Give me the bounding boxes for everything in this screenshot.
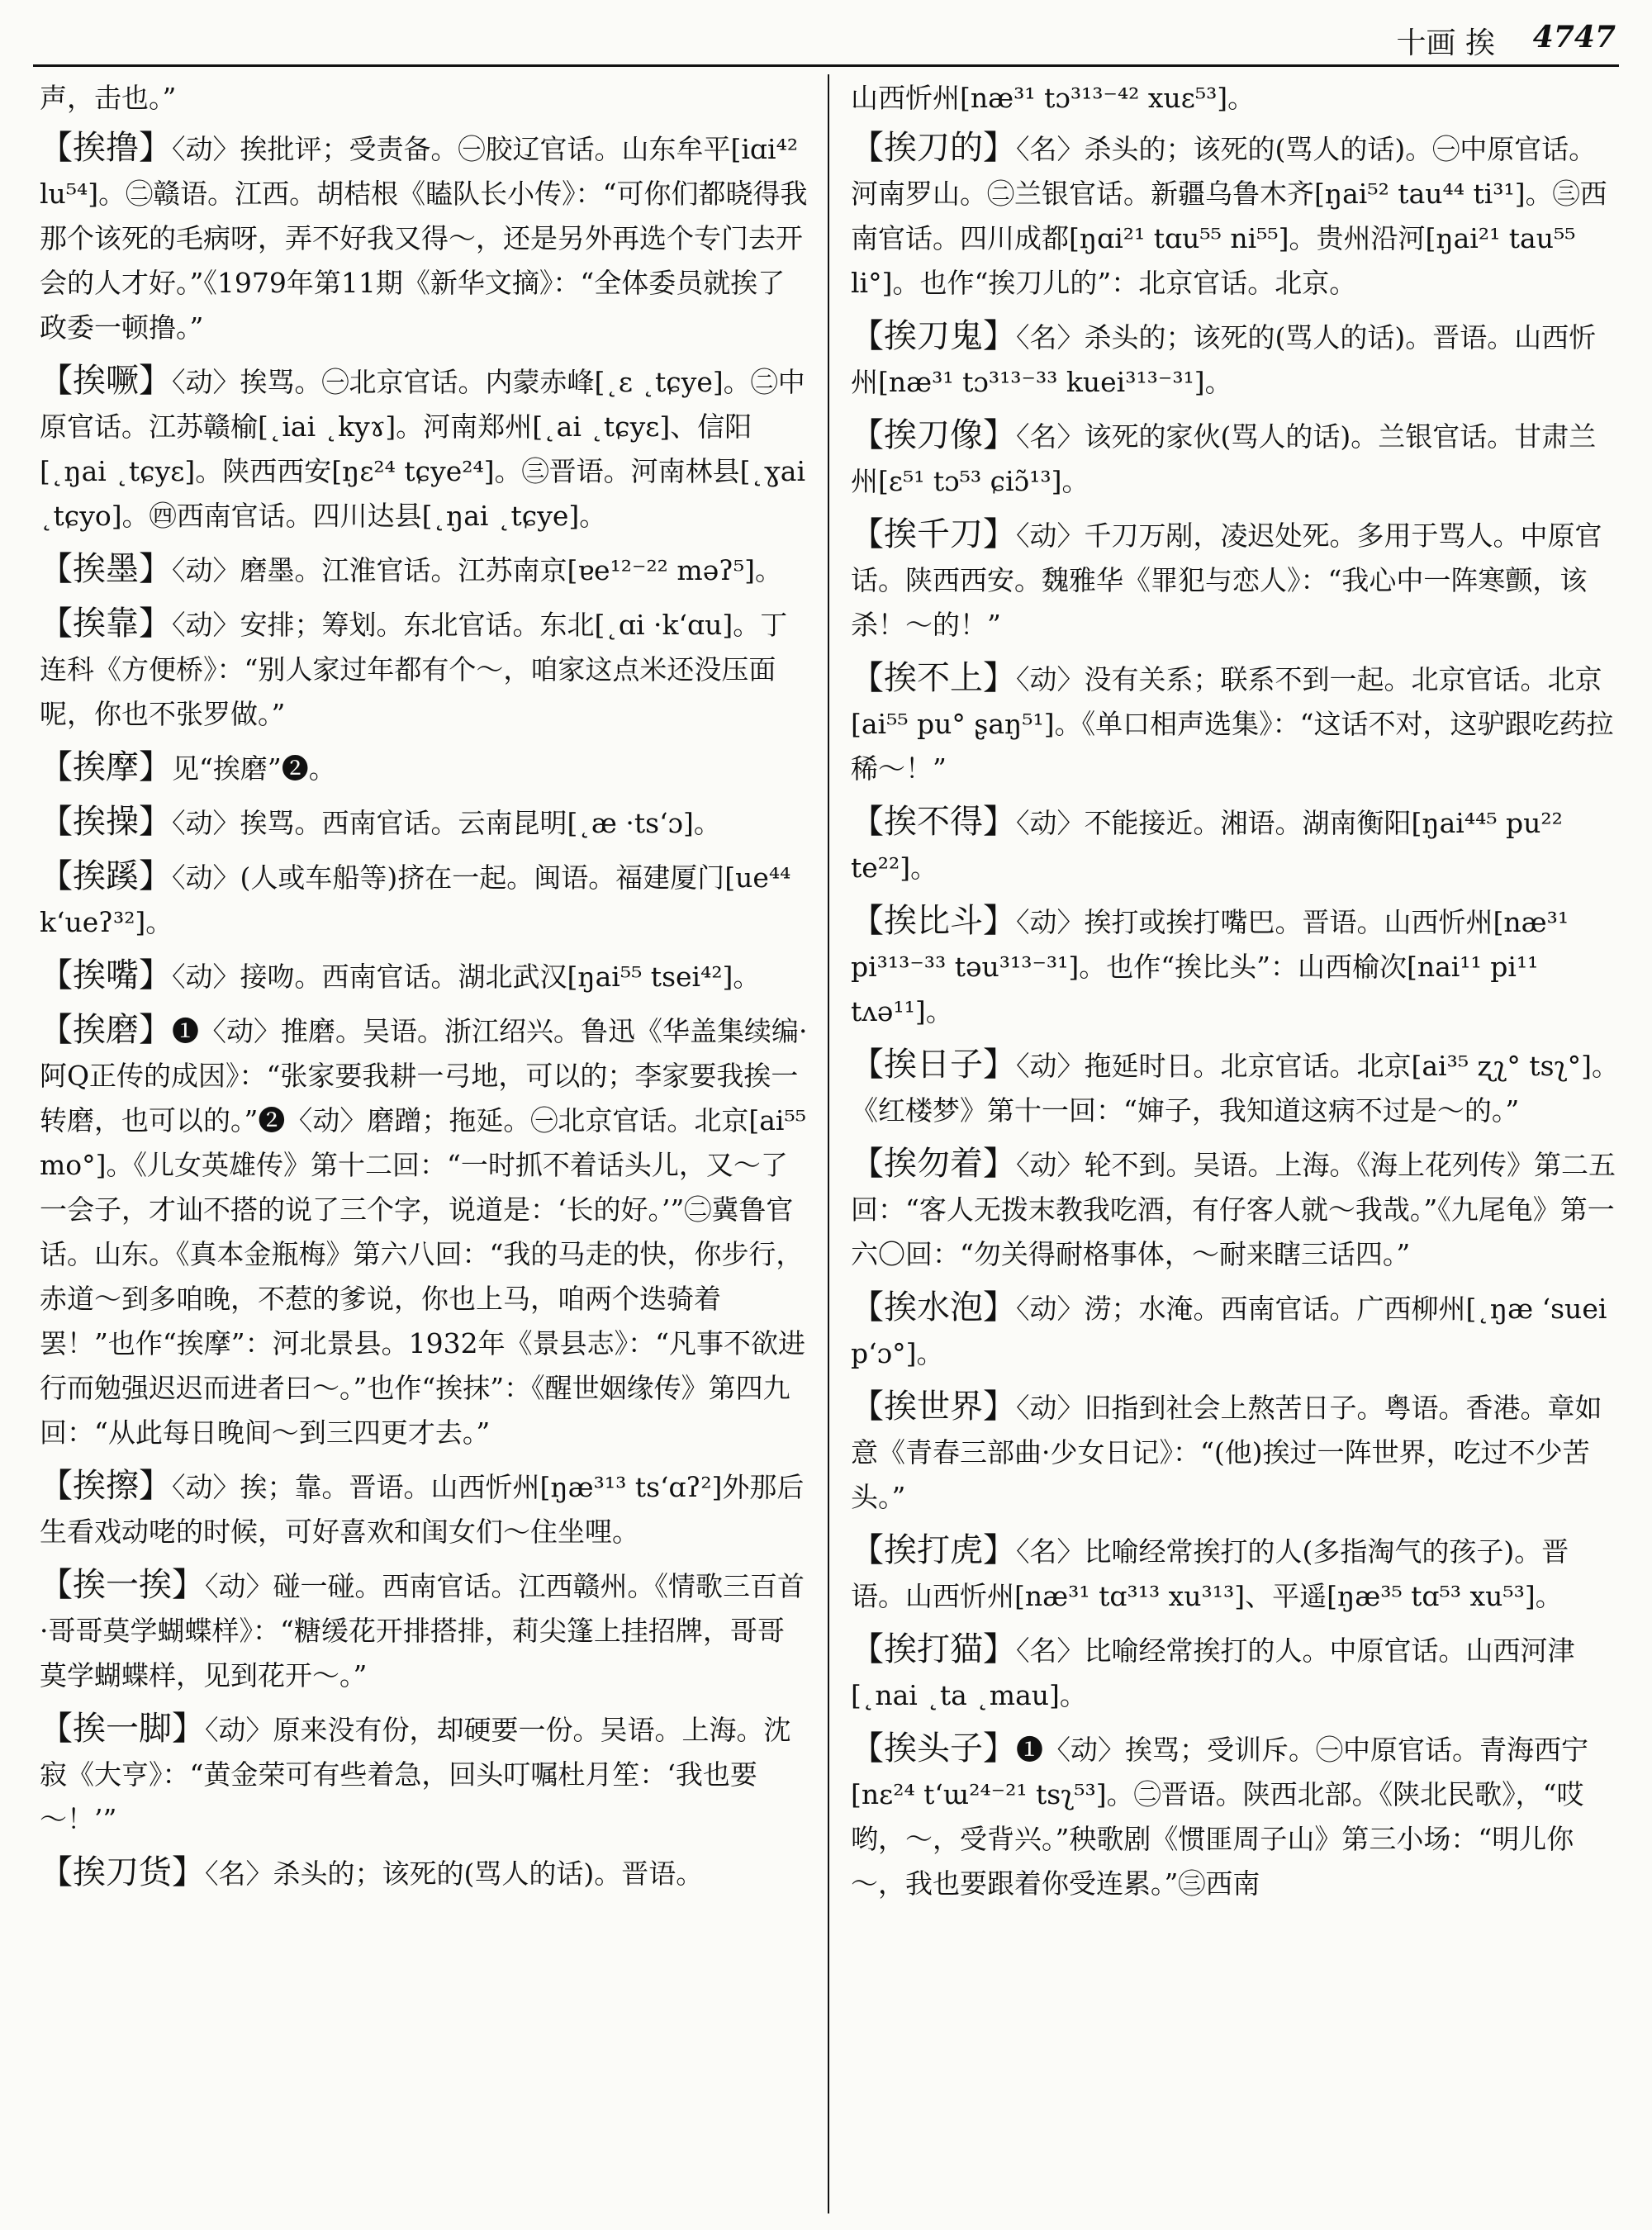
dictionary-entry (851, 314, 1619, 405)
dictionary-entry (851, 1285, 1619, 1376)
entry-definition: 〈动〉碰一碰。西南官话。江西赣州。《情歌三百首·哥哥莫学蝴蝶样》：“糖缓花开排搭排，莉尖篷上挂招牌，哥哥莫学蝴蝶样，见到花开～。” (40, 1570, 805, 1691)
dictionary-entry (40, 1464, 808, 1554)
entry-definition: 声，击也。” (40, 82, 177, 114)
entry-definition: 〈动〉挨打或挨打嘴巴。晋语。山西忻州[næ³¹ pi³¹³⁻³³ təu³¹³⁻³¹]。也作“挨比头”：山西榆次[nai¹¹ pi¹¹ tʌə¹¹]。 (851, 906, 1569, 1027)
right-column (851, 76, 1619, 2222)
entry-headword: 【挨一脚】 (40, 1710, 205, 1748)
page-number: 4747 (1532, 20, 1616, 55)
entry-definition: 山西忻州[næ³¹ tɔ³¹³⁻⁴² xuɛ⁵³]。 (851, 82, 1256, 114)
entry-definition: 〈名〉比喻经常挨打的人(多指淘气的孩子)。晋语。山西忻州[næ³¹ tɑ³¹³ xu³¹³]、平遥[ŋæ³⁵ tɑ⁵³ xu⁵³]。 (851, 1535, 1569, 1612)
entry-definition: 〈名〉杀头的；该死的(骂人的话)。晋语。 (205, 1858, 704, 1890)
entry-headword: 【挨噘】 (40, 362, 172, 400)
entry-definition: 见“挨磨”❷。 (172, 752, 336, 785)
entry-definition: 〈动〉拖延时日。北京官话。北京[ai³⁵ ʐʅ° tsʅ°]。《红楼梦》第十一回：“婶子，我知道这病不过是～的。” (851, 1050, 1619, 1127)
dictionary-entry (851, 1384, 1619, 1520)
entry-definition: ❶〈动〉挨骂；受训斥。㊀中原官话。青海西宁[nɛ²⁴ t‘ɯ²⁴⁻²¹ tsʅ⁵³]。㊁晋语。陕西北部。《陕北民歌》，“哎哟，～，受背兴。”秧歌剧《惯匪周子山》第三小场：“明儿你～，我也要跟着你受连累。”㊂西南 (851, 1734, 1588, 1900)
entry-definition: 〈动〉挨骂。西南官话。云南昆明[˛æ ·ts‘ɔ]。 (172, 807, 721, 839)
dictionary-entry (40, 1850, 808, 1896)
entry-headword: 【挨嘴】 (40, 956, 172, 994)
entry-definition: 〈动〉原来没有份，却硬要一份。吴语。上海。沈寂《大亨》：“黄金荣可有些着急，回头叮嘱杜月笙：‘我也要～！’” (40, 1714, 791, 1835)
entry-definition: 〈动〉磨墨。江淮官话。江苏南京[ɐe¹²⁻²² məʔ⁵]。 (172, 554, 783, 586)
entry-headword: 【挨勿着】 (851, 1145, 1016, 1183)
section-title: 十画 挨 (1396, 26, 1495, 60)
dictionary-entry (40, 1706, 808, 1842)
entry-headword: 【挨一挨】 (40, 1566, 205, 1604)
dictionary-entry (851, 1726, 1619, 1906)
entry-definition: 〈动〉涝；水淹。西南官话。广西柳州[˛ŋæ ‘suei p‘ɔ°]。 (851, 1293, 1607, 1369)
entry-definition: 〈动〉轮不到。吴语。上海。《海上花列传》第二五回：“客人无拨末教我吃酒，有仔客人就～我哉。”《九尾龟》第一六〇回：“勿关得耐格事体，～耐来瞎三话四。” (851, 1149, 1616, 1270)
dictionary-entry (40, 76, 808, 121)
entry-definition: 〈动〉挨骂。㊀北京官话。内蒙赤峰[˛ɛ ˛tɕye]。㊁中原官话。江苏赣榆[˛iai ˛kyɤ]。河南郑州[˛ai ˛tɕyɛ]、信阳[˛ŋai ˛tɕyɛ]。陕西西安[ŋɛ²⁴ tɕye²⁴]。㊂晋语。河南林县[˛ɣai ˛tɕyo]。㊃西南官话。四川达县[˛ŋai ˛tɕye]。 (40, 366, 805, 532)
entry-headword: 【挨水泡】 (851, 1288, 1016, 1326)
entry-headword: 【挨日子】 (851, 1046, 1016, 1084)
dictionary-entry (851, 512, 1619, 648)
dictionary-entry (851, 1627, 1619, 1718)
column-divider (828, 74, 829, 2213)
entry-headword: 【挨刀像】 (851, 416, 1016, 454)
entry-headword: 【挨不上】 (851, 659, 1016, 697)
entry-definition: 〈名〉比喻经常挨打的人。中原官话。山西河津[˛nai ˛ta ˛mau]。 (851, 1635, 1575, 1711)
entry-headword: 【挨蹊】 (40, 857, 172, 895)
dictionary-entry (40, 953, 808, 999)
dictionary-entry (851, 1141, 1619, 1277)
left-column (40, 76, 808, 2222)
entry-headword: 【挨刀货】 (40, 1853, 205, 1891)
entry-definition: 〈动〉(人或车船等)挤在一起。闽语。福建厦门[ue⁴⁴ k‘ueʔ³²]。 (40, 861, 791, 938)
entry-headword: 【挨比斗】 (851, 902, 1016, 940)
dictionary-entry (40, 547, 808, 593)
header-rule (33, 64, 1619, 67)
entry-headword: 【挨墨】 (40, 550, 172, 588)
entry-definition: 〈动〉挨批评；受责备。㊀胶辽官话。山东牟平[iɑi⁴² lu⁵⁴]。㊁赣语。江西。胡桔根《瞌队长小传》：“可你们都晓得我那个该死的毛病呀，弄不好我又得～，还是另外再选个专门去开会的人才好。”《1979年第11期《新华文摘》：“全体委员就挨了政委一顿撸。” (40, 133, 808, 344)
entry-definition: 〈动〉接吻。西南官话。湖北武汉[ŋai⁵⁵ tsei⁴²]。 (172, 961, 761, 993)
entry-headword: 【挨不得】 (851, 803, 1016, 841)
entry-definition: 〈名〉杀头的；该死的(骂人的话)。㊀中原官话。河南罗山。㊁兰银官话。新疆乌鲁木齐[ŋai⁵² tau⁴⁴ ti³¹]。㊂西南官话。四川成都[ŋɑi²¹ tɑu⁵⁵ ni⁵⁵]。贵州沿河[ŋai²¹ tau⁵⁵ li°]。也作“挨刀儿的”：北京官话。北京。 (851, 133, 1607, 299)
entry-definition: 〈动〉千刀万剐，凌迟处死。多用于骂人。中原官话。陕西西安。魏雅华《罪犯与恋人》：“我心中一阵寒颤，该杀！～的！” (851, 520, 1602, 641)
dictionary-entry (851, 1528, 1619, 1619)
entry-headword: 【挨刀的】 (851, 129, 1016, 167)
entry-headword: 【挨打虎】 (851, 1531, 1016, 1569)
entry-headword: 【挨摩】 (40, 748, 172, 786)
entry-headword: 【挨擦】 (40, 1467, 172, 1505)
dictionary-entry (851, 126, 1619, 306)
dictionary-entry (40, 1008, 808, 1455)
dictionary-entry (40, 601, 808, 737)
entry-headword: 【挨千刀】 (851, 515, 1016, 553)
entry-headword: 【挨磨】 (40, 1011, 172, 1049)
page-header (33, 15, 1619, 60)
dictionary-entry (40, 745, 808, 791)
entry-headword: 【挨撸】 (40, 129, 172, 167)
entry-definition: 〈动〉不能接近。湘语。湖南衡阳[ŋai⁴⁴⁵ pu²² te²²]。 (851, 807, 1563, 884)
dictionary-entry (40, 799, 808, 846)
dictionary-entry (851, 1042, 1619, 1133)
dictionary-entry (40, 854, 808, 945)
dictionary-entry (851, 799, 1619, 890)
entry-headword: 【挨头子】 (851, 1729, 1016, 1767)
entry-definition: 〈动〉挨；靠。晋语。山西忻州[ŋæ³¹³ ts‘ɑʔ²]外那后生看戏动咾的时候，可好喜欢和闺女们～住坐哩。 (40, 1471, 805, 1548)
entry-definition: 〈名〉该死的家伙(骂人的话)。兰银官话。甘肃兰州[ɛ⁵¹ tɔ⁵³ ɕiɔ̃¹³]。 (851, 420, 1597, 497)
entry-headword: 【挨世界】 (851, 1388, 1016, 1426)
dictionary-entry (851, 899, 1619, 1034)
entry-headword: 【挨靠】 (40, 605, 172, 643)
entry-definition: 〈动〉安排；筹划。东北官话。东北[˛ɑi ·k‘ɑu]。丁连科《方便桥》：“别人家过年都有个～，咱家这点米还没压面呢，你也不张罗做。” (40, 609, 788, 730)
dictionary-entry (40, 1563, 808, 1698)
entry-headword: 【挨操】 (40, 803, 172, 841)
entry-definition: 〈名〉杀头的；该死的(骂人的话)。晋语。山西忻州[næ³¹ tɔ³¹³⁻³³ kuei³¹³⁻³¹]。 (851, 321, 1597, 398)
entry-headword: 【挨打猫】 (851, 1630, 1016, 1668)
dictionary-entry (851, 76, 1619, 121)
dictionary-entry (851, 413, 1619, 504)
dictionary-entry (851, 656, 1619, 791)
entry-headword: 【挨刀鬼】 (851, 317, 1016, 355)
entry-definition: ❶〈动〉推磨。吴语。浙江绍兴。鲁迅《华盖集续编·阿Q正传的成因》：“张家要我耕一弓地，可以的；李家要我挨一转磨，也可以的。”❷〈动〉磨蹭；拖延。㊀北京官话。北京[ai⁵⁵ mo°]。《儿女英雄传》第十二回：“一时抓不着话头儿，又～了一会子，才讪不搭的说了三个字，说道是：‘长的好。’”㊁冀鲁官话。山东。《真本金瓶梅》第六八回：“我的马走的快，你步行，赤道～到多咱晚，不惹的爹说，你也上马，咱两个迭骑着罢！”也作“挨摩”：河北景县。1932年《景县志》：“凡事不欲进行而勉强迟迟而进者曰～。”也作“挨抹”：《醒世姻缘传》第四九回：“从此每日晚间～到三四更才去。” (40, 1015, 808, 1449)
entry-definition: 〈动〉旧指到社会上熬苦日子。粤语。香港。章如意《青春三部曲·少女日记》：“(他)挨过一阵世界，吃过不少苦头。” (851, 1392, 1602, 1513)
entry-definition: 〈动〉没有关系；联系不到一起。北京官话。北京[ai⁵⁵ pu° ʂaŋ⁵¹]。《单口相声选集》：“这话不对，这驴跟吃药拉稀～！” (851, 663, 1614, 785)
dictionary-entry (40, 358, 808, 539)
dictionary-entry (40, 126, 808, 350)
